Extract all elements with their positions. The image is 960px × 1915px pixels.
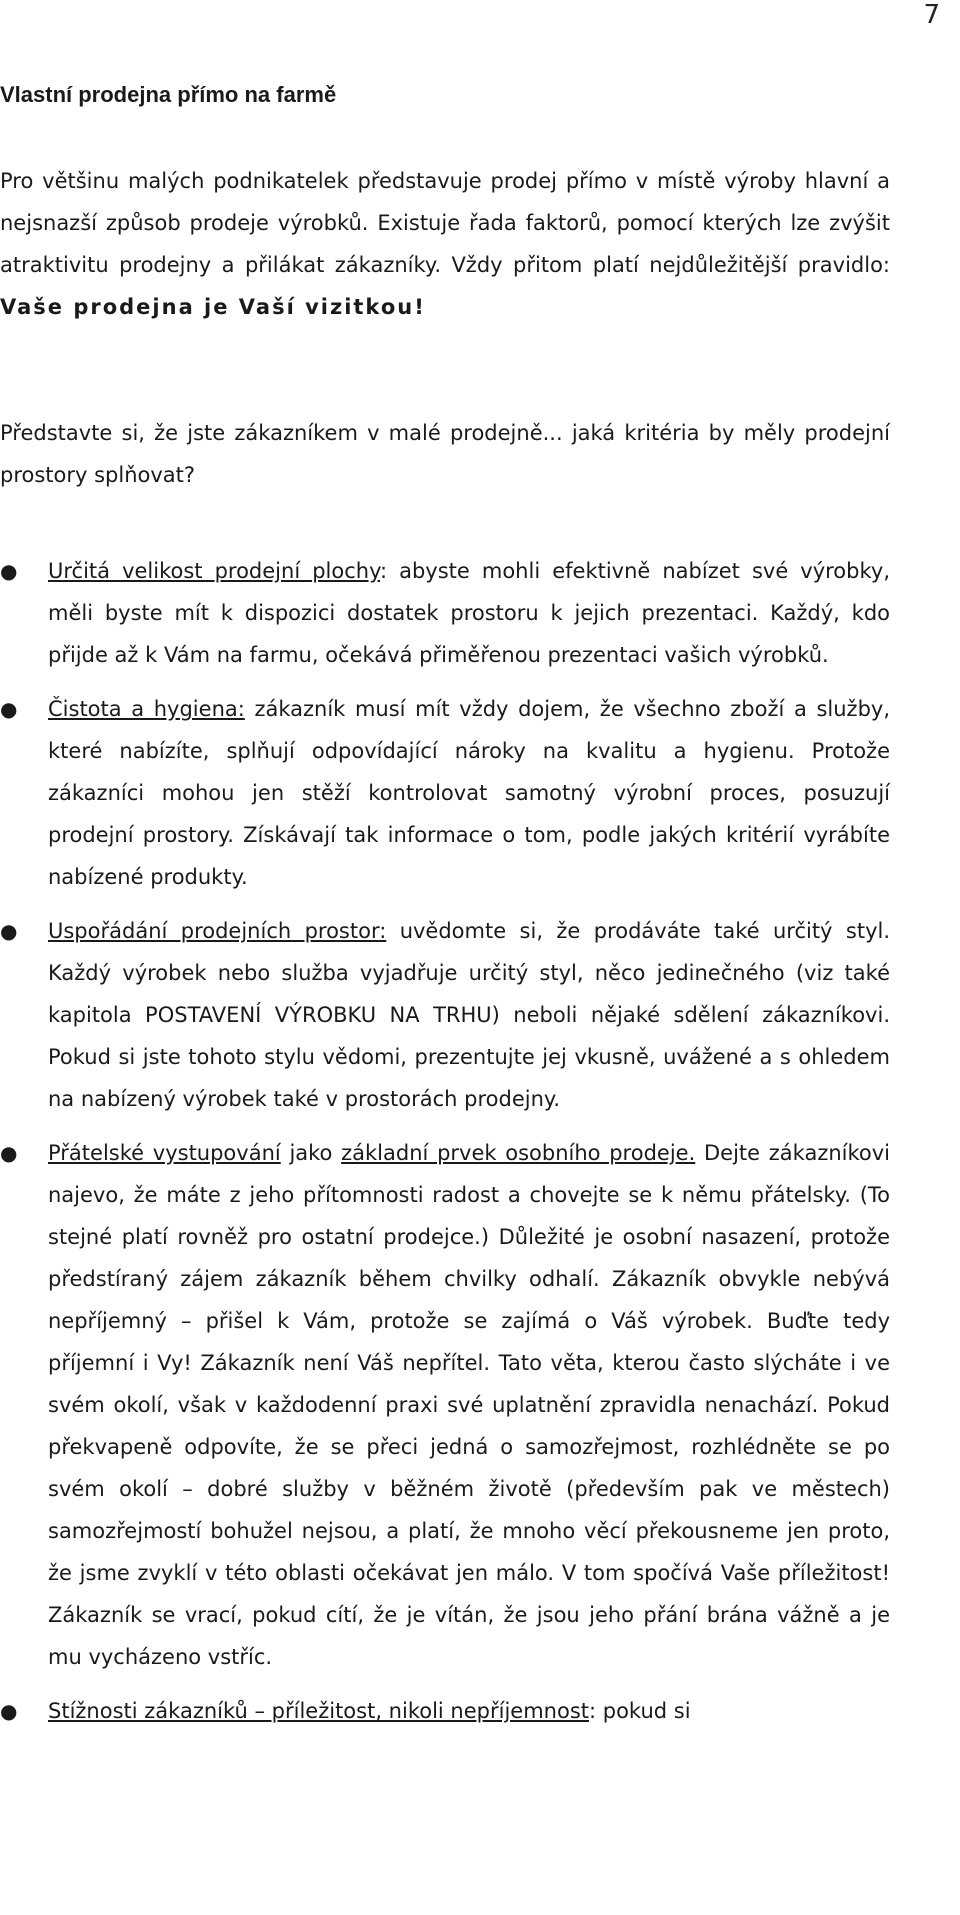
bullet-label-secondary: základní prvek osobního prodeje. — [341, 1141, 696, 1165]
bullet-text: : pokud si — [589, 1699, 691, 1723]
bullet-label: Stížnosti zákazníků – příležitost, nikoli nepříjemnost — [48, 1699, 589, 1723]
bullet-text: uvědomte si, že prodáváte také určitý styl. Každý výrobek nebo služba vyjadřuje určitý styl, něco jedinečného (viz také kapitola POSTAVENÍ VÝROBKU NA TRHU) neboli nějaké sdělení zákazníkovi. Pokud si jste tohoto stylu vědomi, prezentujte jej vkusně, uvážené a s ohledem na nabízený výrobek také v prostorách prodejny. — [48, 919, 891, 1111]
bullet-icon: ● — [0, 1699, 18, 1723]
bullet-icon: ● — [0, 919, 18, 943]
list-item — [0, 1132, 890, 1678]
bullet-text: zákazník musí mít vždy dojem, že všechno zboží a služby, které nabízíte, splňují odpovídající nároky na kvalitu a hygienu. Protože zákazníci mohou jen stěží kontrolovat samotný výrobní proces, posuzují prodejní prostory. Získávají tak informace o tom, podle jakých kritérií vyrábíte nabízené produkty. — [48, 697, 891, 889]
bullet-connector: jako — [280, 1141, 342, 1165]
list-item — [0, 910, 890, 1120]
intro-emphasis: Vaše prodejna je Vaší vizitkou! — [0, 295, 426, 319]
list-item — [0, 550, 890, 676]
list-item — [0, 1690, 890, 1732]
bullet-label: Uspořádání prodejních prostor: — [48, 919, 387, 943]
page-number: 7 — [923, 0, 940, 30]
bullet-label: Přátelské vystupování — [48, 1141, 281, 1165]
bullet-text: : abyste mohli efektivně nabízet své výrobky, měli byste mít k dispozici dostatek prostoru k jejich prezentaci. Každý, kdo přijde až k Vám na farmu, očekává přiměřenou prezentaci vašich výrobků. — [48, 559, 891, 667]
intro-text: Pro většinu malých podnikatelek představuje prodej přímo v místě výroby hlavní a nejsnazší způsob prodeje výrobků. Existuje řada faktorů, pomocí kterých lze zvýšit atraktivitu prodejny a přilákat zákazníky. Vždy přitom platí nejdůležitější pravidlo: — [0, 169, 890, 277]
bullet-icon: ● — [0, 1141, 18, 1165]
section-heading: Vlastní prodejna přímo na farmě — [0, 82, 337, 107]
bullet-icon: ● — [0, 697, 18, 721]
bullet-label: Určitá velikost prodejní plochy — [48, 559, 380, 583]
list-item — [0, 688, 890, 898]
bullet-label: Čistota a hygiena: — [48, 697, 245, 721]
criteria-list — [0, 550, 890, 1744]
bullet-text: Dejte zákazníkovi najevo, že máte z jeho přítomnosti radost a chovejte se k němu přátelsky. (To stejné platí rovněž pro ostatní prodejce.) Důležité je osobní nasazení, protože předstíraný zájem zákazník během chvilky odhalí. Zákazník obvykle nebývá nepříjemný – přišel k Vám, protože se zajímá o Váš výrobek. Buďte tedy příjemní i Vy! Zákazník není Váš nepřítel. Tato věta, kterou často slýcháte i ve svém okolí, však v každodenní praxi své uplatnění zpravidla nenachází. Pokud překvapeně odpovíte, že se přeci jedná o samozřejmost, rozhlédněte se po svém okolí – dobré služby v běžném životě (především pak ve městech) samozřejmostí bohužel nejsou, a platí, že mnoho věcí překousneme jen proto, že jsme zvyklí v této oblasti očekávat jen málo. V tom spočívá Vaše příležitost! Zákazník se vrací, pokud cítí, že je vítán, že jsou jeho přání brána vážně a je mu vycházeno vstříc. — [48, 1141, 891, 1669]
bullet-icon: ● — [0, 559, 18, 583]
intro-paragraph — [0, 160, 890, 328]
question-paragraph: Představte si, že jste zákazníkem v malé prodejně... jaká kritéria by měly prodejní prostory splňovat? — [0, 421, 890, 487]
